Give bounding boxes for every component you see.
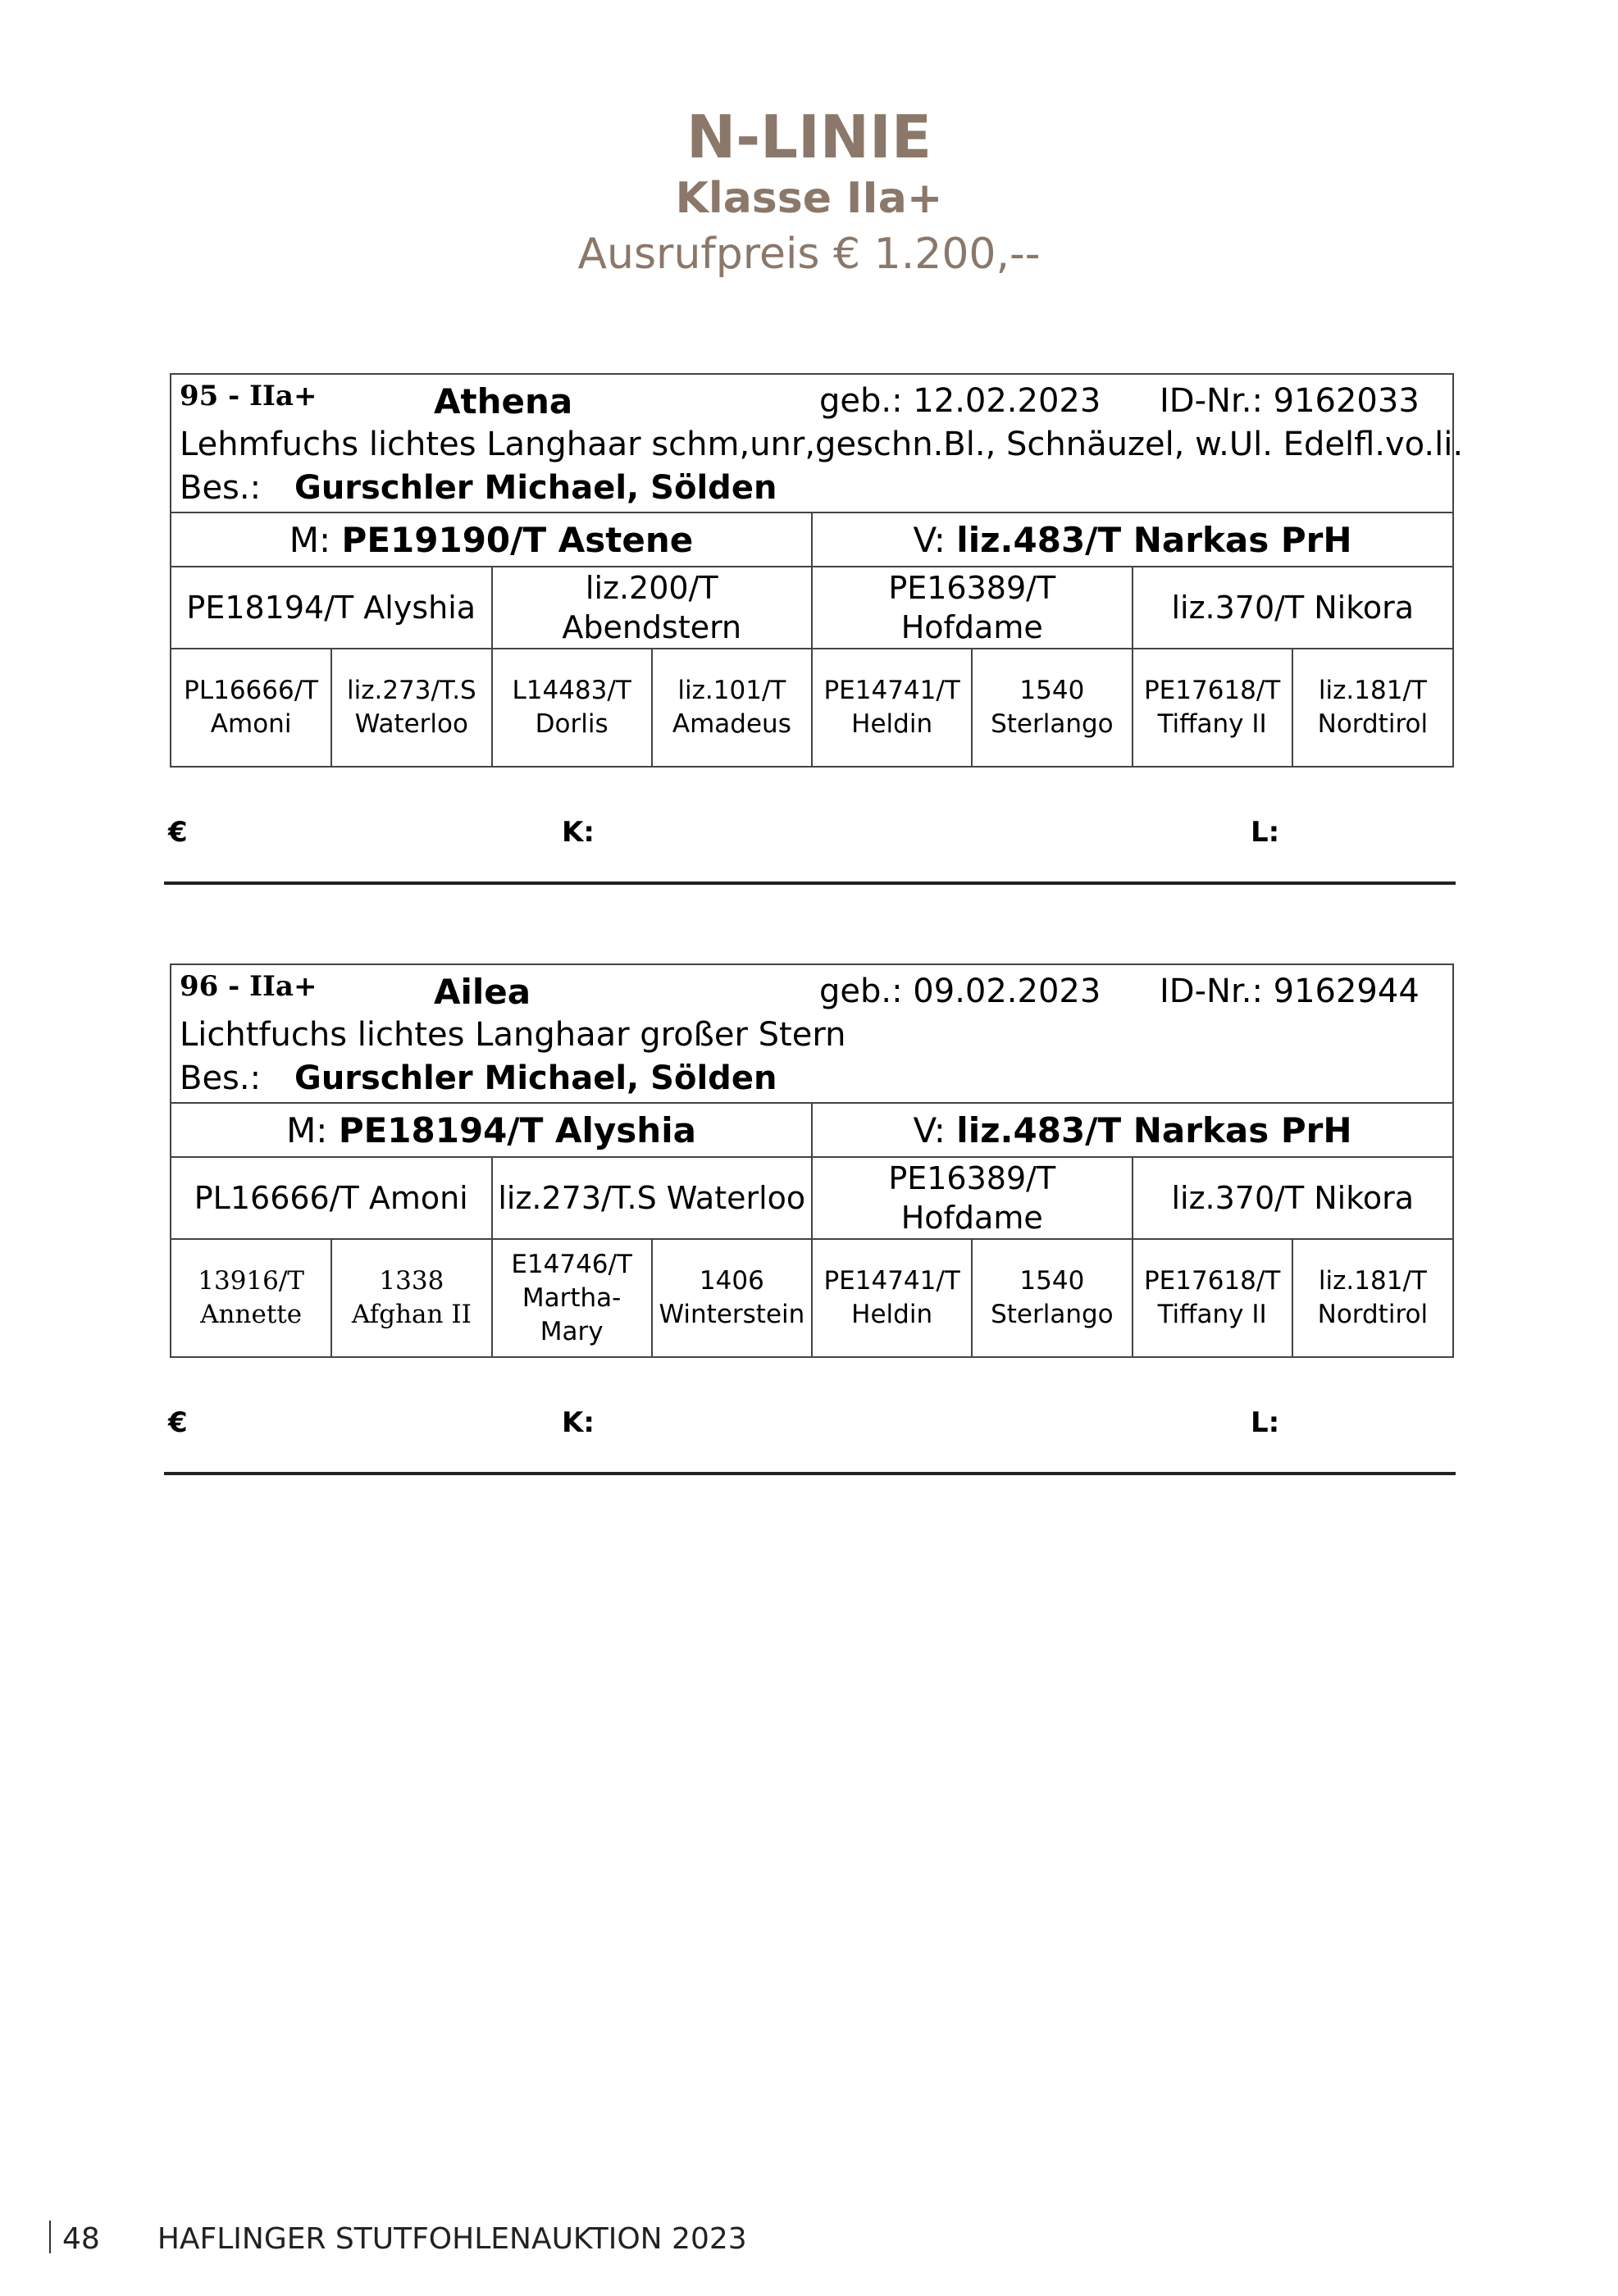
id-number: ID-Nr.: 9162033 [1160, 382, 1420, 420]
bid-line-95 [164, 808, 1456, 885]
great-grandparent-cell: PE14741/T Heldin [812, 649, 972, 766]
page-footer [49, 2221, 747, 2256]
great-grandparent-cell: liz.181/T Nordtirol [1292, 1239, 1452, 1356]
birth-date: geb.: 12.02.2023 [819, 382, 1101, 420]
location-label: L: [1251, 816, 1280, 849]
location-label: L: [1251, 1406, 1280, 1439]
sire-name: liz.483/T Narkas PrH [956, 519, 1352, 560]
horse-name: Ailea [434, 972, 531, 1012]
great-grandparent-cell: 1338 Afghan II [331, 1239, 491, 1356]
lot-info [171, 965, 1452, 1104]
grandparent-cell: PE16389/T Hofdame [812, 1157, 1133, 1239]
lot-number: 95 - IIa+ [180, 380, 317, 412]
pedigree-table [171, 513, 1452, 766]
lot-number: 96 - IIa+ [180, 970, 317, 1003]
owner-label: Bes.: [180, 469, 262, 507]
sire-name: liz.483/T Narkas PrH [956, 1109, 1352, 1150]
bid-line-96 [164, 1398, 1456, 1475]
great-grandparent-cell: 1540 Sterlango [972, 1239, 1132, 1356]
sire-prefix: V: [913, 1109, 946, 1150]
lot-info [171, 375, 1464, 513]
great-grandparent-cell: 13916/T Annette [171, 1239, 331, 1356]
euro-label: € [168, 1406, 188, 1439]
grandparent-cell: PE16389/T Hofdame [812, 567, 1133, 649]
grandparent-cell: liz.370/T Nikora [1133, 1157, 1453, 1239]
footer-divider [49, 2221, 51, 2253]
page-header [0, 102, 1618, 283]
great-grandparent-cell: liz.273/T.S Waterloo [331, 649, 491, 766]
class-label: Klasse IIa+ [675, 174, 943, 223]
dam-cell [171, 513, 812, 567]
grandparent-cell: PL16666/T Amoni [171, 1157, 492, 1239]
lot-entry-95 [170, 373, 1464, 768]
great-grandparent-cell: PL16666/T Amoni [171, 649, 331, 766]
owner-name: Gurschler Michael, Sölden [294, 1059, 777, 1097]
grandparent-cell: liz.370/T Nikora [1133, 567, 1453, 649]
owner-label: Bes.: [180, 1059, 262, 1097]
dam-prefix: M: [286, 1109, 328, 1150]
id-number: ID-Nr.: 9162944 [1160, 973, 1420, 1010]
owner-name: Gurschler Michael, Sölden [294, 469, 777, 507]
dam-name: PE19190/T Astene [341, 519, 694, 560]
buyer-label: K: [562, 816, 595, 849]
horse-description: Lehmfuchs lichtes Langhaar schm,unr,geschn.Bl., Schnäuzel, w.Ul. Edelfl.vo.li. [180, 426, 1464, 463]
line-title: N-LINIE [686, 102, 932, 171]
great-grandparent-cell: 1540 Sterlango [972, 649, 1132, 766]
dam-name: PE18194/T Alyshia [338, 1109, 696, 1150]
footer-title: HAFLINGER STUTFOHLENAUKTION 2023 [157, 2222, 747, 2256]
horse-name: Athena [434, 381, 573, 421]
euro-label: € [168, 816, 188, 849]
sire-cell [812, 513, 1452, 567]
dam-cell [171, 1104, 812, 1157]
pedigree-table [171, 1104, 1452, 1356]
horse-description: Lichtfuchs lichtes Langhaar großer Stern [180, 1016, 846, 1054]
great-grandparent-cell: PE14741/T Heldin [812, 1239, 972, 1356]
great-grandparent-cell: E14746/T Martha- Mary [492, 1239, 652, 1356]
dam-prefix: M: [289, 519, 331, 560]
lot-entry-96 [170, 963, 1454, 1358]
sire-prefix: V: [913, 519, 946, 560]
sire-cell [812, 1104, 1452, 1157]
page-number: 48 [62, 2222, 100, 2256]
great-grandparent-cell: L14483/T Dorlis [492, 649, 652, 766]
grandparent-cell: liz.273/T.S Waterloo [492, 1157, 813, 1239]
great-grandparent-cell: liz.181/T Nordtirol [1292, 649, 1452, 766]
grandparent-cell: PE18194/T Alyshia [171, 567, 492, 649]
birth-date: geb.: 09.02.2023 [819, 973, 1101, 1010]
great-grandparent-cell: liz.101/T Amadeus [652, 649, 812, 766]
buyer-label: K: [562, 1406, 595, 1439]
starting-price: Ausrufpreis € 1.200,-- [577, 230, 1041, 279]
great-grandparent-cell: 1406 Winterstein [652, 1239, 812, 1356]
grandparent-cell: liz.200/T Abendstern [492, 567, 813, 649]
great-grandparent-cell: PE17618/T Tiffany II [1133, 649, 1292, 766]
great-grandparent-cell: PE17618/T Tiffany II [1133, 1239, 1292, 1356]
